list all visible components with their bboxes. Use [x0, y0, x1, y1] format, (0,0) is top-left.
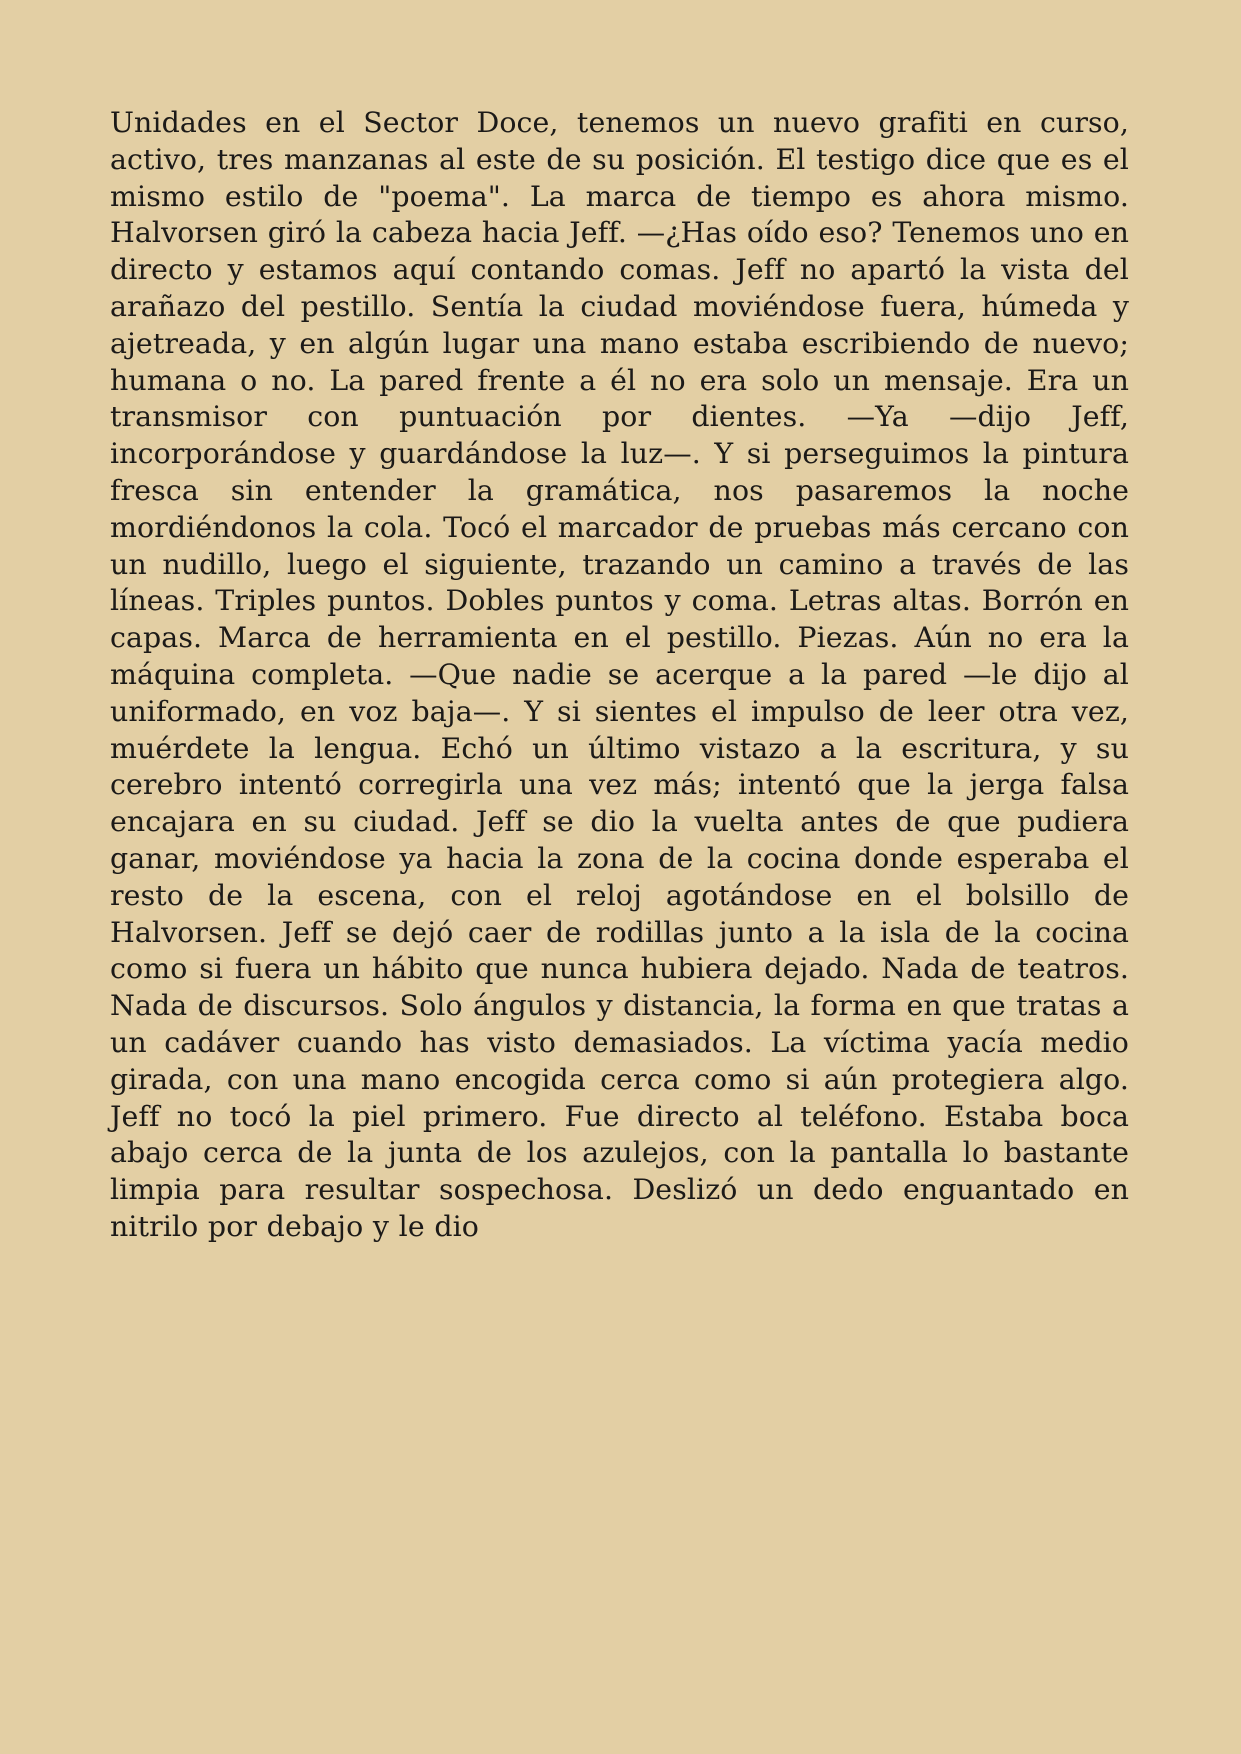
body-text-block — [110, 105, 1129, 1246]
body-paragraph: Unidades en el Sector Doce, tenemos un nuevo grafiti en curso, activo, tres manzanas al este de su posición. El testigo dice que es el mismo estilo de "poema". La marca de tiempo es ahora mismo. Halvorsen giró la cabeza hacia Jeff. —¿Has oído eso? Tenemos uno en directo y estamos aquí contando comas. Jeff no apartó la vista del arañazo del pestillo. Sentía la ciudad moviéndose fuera, húmeda y ajetreada, y en algún lugar una mano estaba escribiendo de nuevo; humana o no. La pared frente a él no era solo un mensaje. Era un transmisor con puntuación por dientes. —Ya —dijo Jeff, incorporándose y guardándose la luz—. Y si perseguimos la pintura fresca sin entender la gramática, nos pasaremos la noche mordiéndonos la cola. Tocó el marcador de pruebas más cercano con un nudillo, luego el siguiente, trazando un camino a través de las líneas. Triples puntos. Dobles puntos y coma. Letras altas. Borrón en capas. Marca de herramienta en el pestillo. Piezas. Aún no era la máquina completa. —Que nadie se acerque a la pared —le dijo al uniformado, en voz baja—. Y si sientes el impulso de leer otra vez, muérdete la lengua. Echó un último vistazo a la escritura, y su cerebro intentó corregirla una vez más; intentó que la jerga falsa encajara en su ciudad. Jeff se dio la vuelta antes de que pudiera ganar, moviéndose ya hacia la zona de la cocina donde esperaba el resto de la escena, con el reloj agotándose en el bolsillo de Halvorsen. Jeff se dejó caer de rodillas junto a la isla de la cocina como si fuera un hábito que nunca hubiera dejado. Nada de teatros. Nada de discursos. Solo ángulos y distancia, la forma en que tratas a un cadáver cuando has visto demasiados. La víctima yacía medio girada, con una mano encogida cerca como si aún protegiera algo. Jeff no tocó la piel primero. Fue directo al teléfono. Estaba boca abajo cerca de la junta de los azulejos, con la pantalla lo bastante limpia para resultar sospechosa. Deslizó un dedo enguantado en nitrilo por debajo y le dio — [110, 106, 1129, 1243]
